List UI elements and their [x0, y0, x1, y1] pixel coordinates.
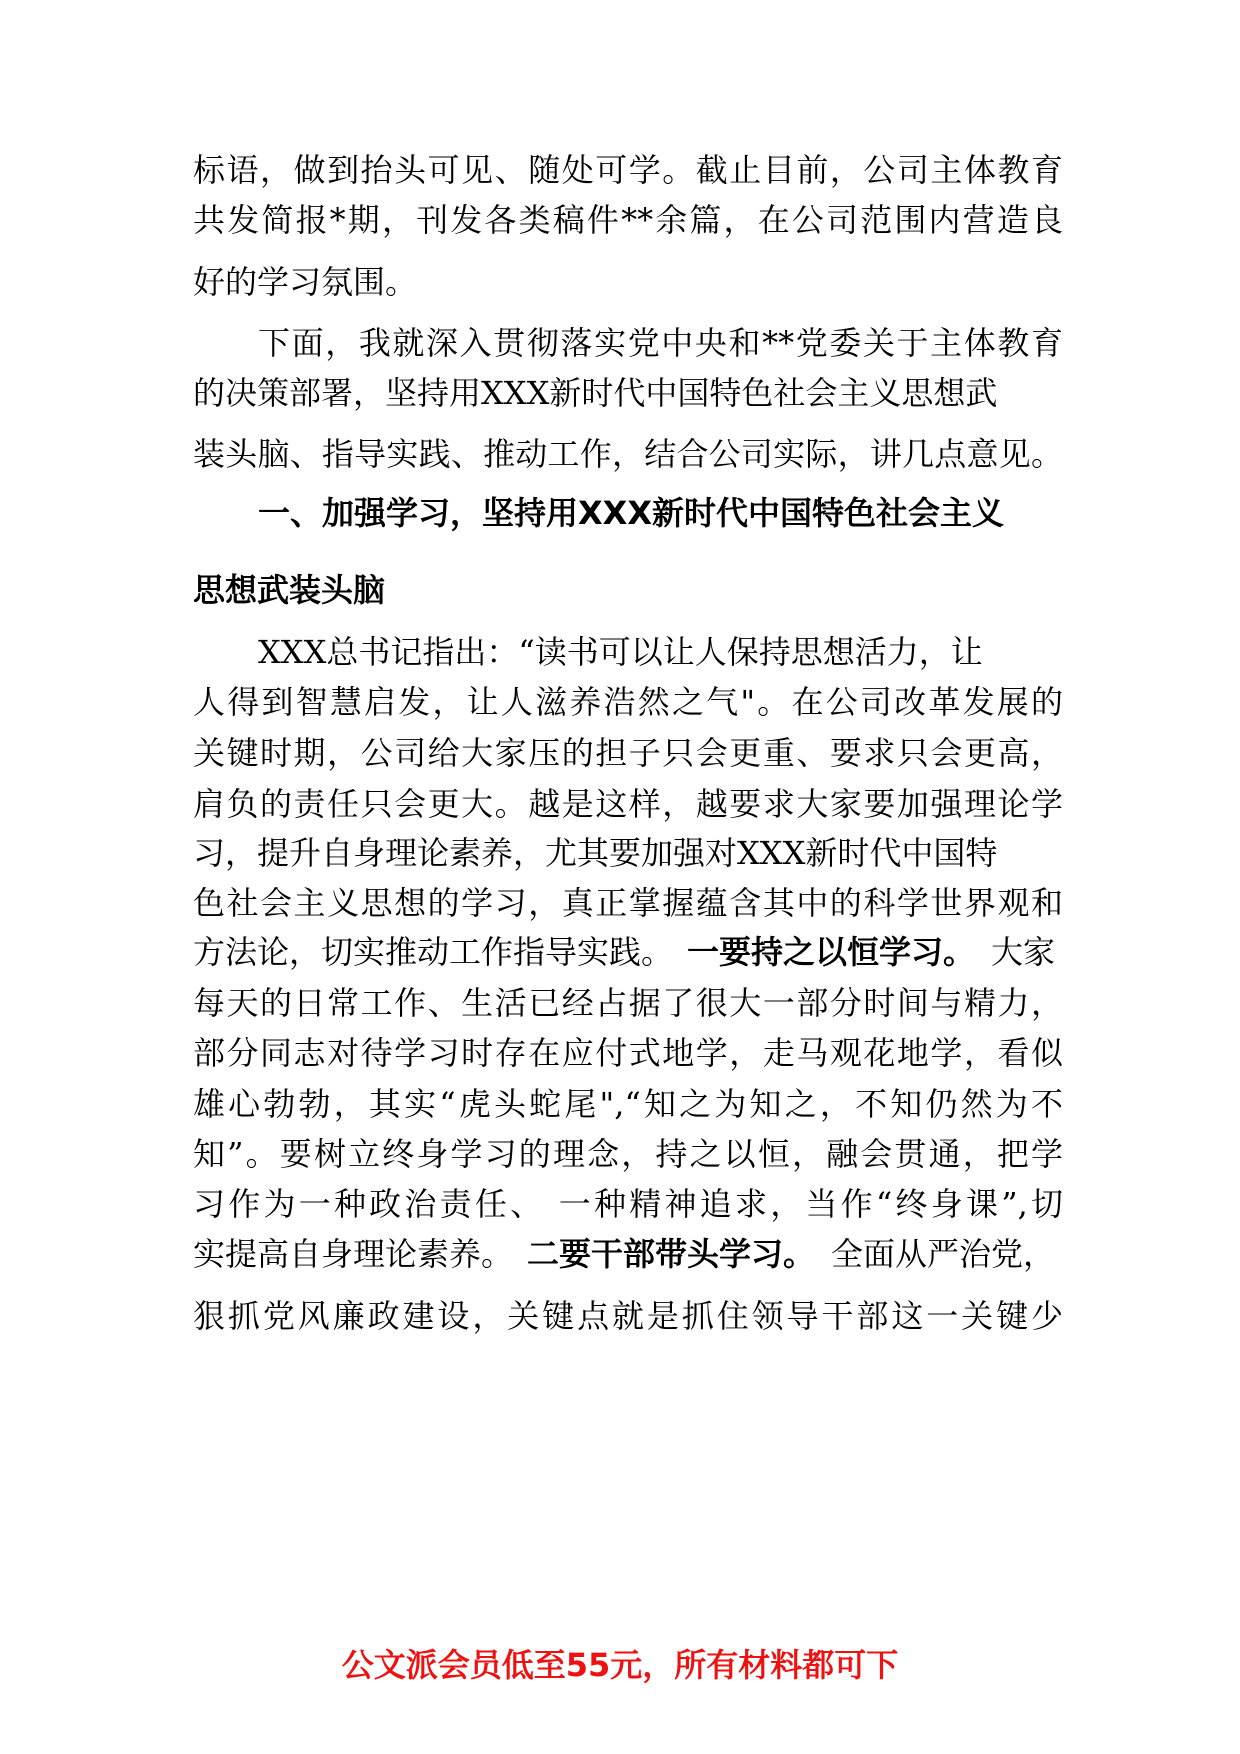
- body-text-line: XXX总书记指出：“读书可以让人保持思想活力，让: [258, 633, 983, 671]
- body-text-line: 肩负的责任只会更大。越是这样，越要求大家要加强理论学: [193, 785, 1063, 823]
- body-text-line: 下面，我就深入贯彻落实党中央和**党委关于主体教育: [258, 324, 1063, 362]
- body-text-line: 习，提升自身理论素养，尤其要加强对XXX新时代中国特: [193, 834, 998, 872]
- section-heading: 一、加强学习，坚持用XXX新时代中国特色社会主义: [258, 494, 1005, 532]
- body-text-line: 知”。要树立终身学习的理念，持之以恒，融会贯通，把学: [193, 1135, 1063, 1173]
- body-text-line: 标语，做到抬头可见、随处可学。截止目前，公司主体教育: [193, 151, 1063, 189]
- body-text: 方法论，切实推动工作指导实践。: [193, 933, 674, 971]
- body-text-line: 装头脑、指导实践、推动工作，结合公司实际，讲几点意见。: [193, 435, 1063, 473]
- body-text-line: 好的学习氛围。: [193, 263, 418, 301]
- body-text-line: 习作为一种政治责任、 一种精神追求，当作“终身课”,切: [193, 1185, 1063, 1223]
- section-heading-continued: 思想武装头脑: [193, 571, 386, 609]
- body-text-line: 的决策部署，坚持用XXX新时代中国特色社会主义思想武: [193, 374, 998, 412]
- body-text-line: 部分同志对待学习时存在应付式地学，走马观花地学，看似: [193, 1034, 1063, 1072]
- body-text: 大家: [991, 933, 1056, 971]
- body-text-line: 每天的日常工作、生活已经占据了很大一部分时间与精力，: [193, 984, 1063, 1022]
- body-text-line: [193, 1234, 1063, 1274]
- body-text-line: 雄心勃勃，其实“虎头蛇尾",“知之为知之，不知仍然为不: [193, 1085, 1063, 1123]
- body-text-line: 共发简报*期，刊发各类稿件**余篇，在公司范围内营造良: [193, 201, 1063, 239]
- emphasis-text: 二要干部带头学习。: [527, 1235, 816, 1273]
- body-text: 实提高自身理论素养。: [193, 1235, 514, 1273]
- body-text-line: 人得到智慧启发，让人滋养浩然之气"。在公司改革发展的: [193, 683, 1063, 721]
- body-text-line: 色社会主义思想的学习，真正掌握蕴含其中的科学世界观和: [193, 884, 1063, 922]
- promo-footer: 公文派会员低至55元，所有材料都可下: [341, 1646, 899, 1684]
- body-text: 全面从严治党，: [831, 1235, 1056, 1273]
- body-text-line: 狠抓党风廉政建设，关键点就是抓住领导干部这一关键少: [193, 1297, 1063, 1335]
- emphasis-text: 一要持之以恒学习。: [687, 933, 976, 971]
- body-text-line: 关键时期，公司给大家压的担子只会更重、要求只会更高，: [193, 734, 1063, 772]
- body-text-line: [193, 932, 1063, 972]
